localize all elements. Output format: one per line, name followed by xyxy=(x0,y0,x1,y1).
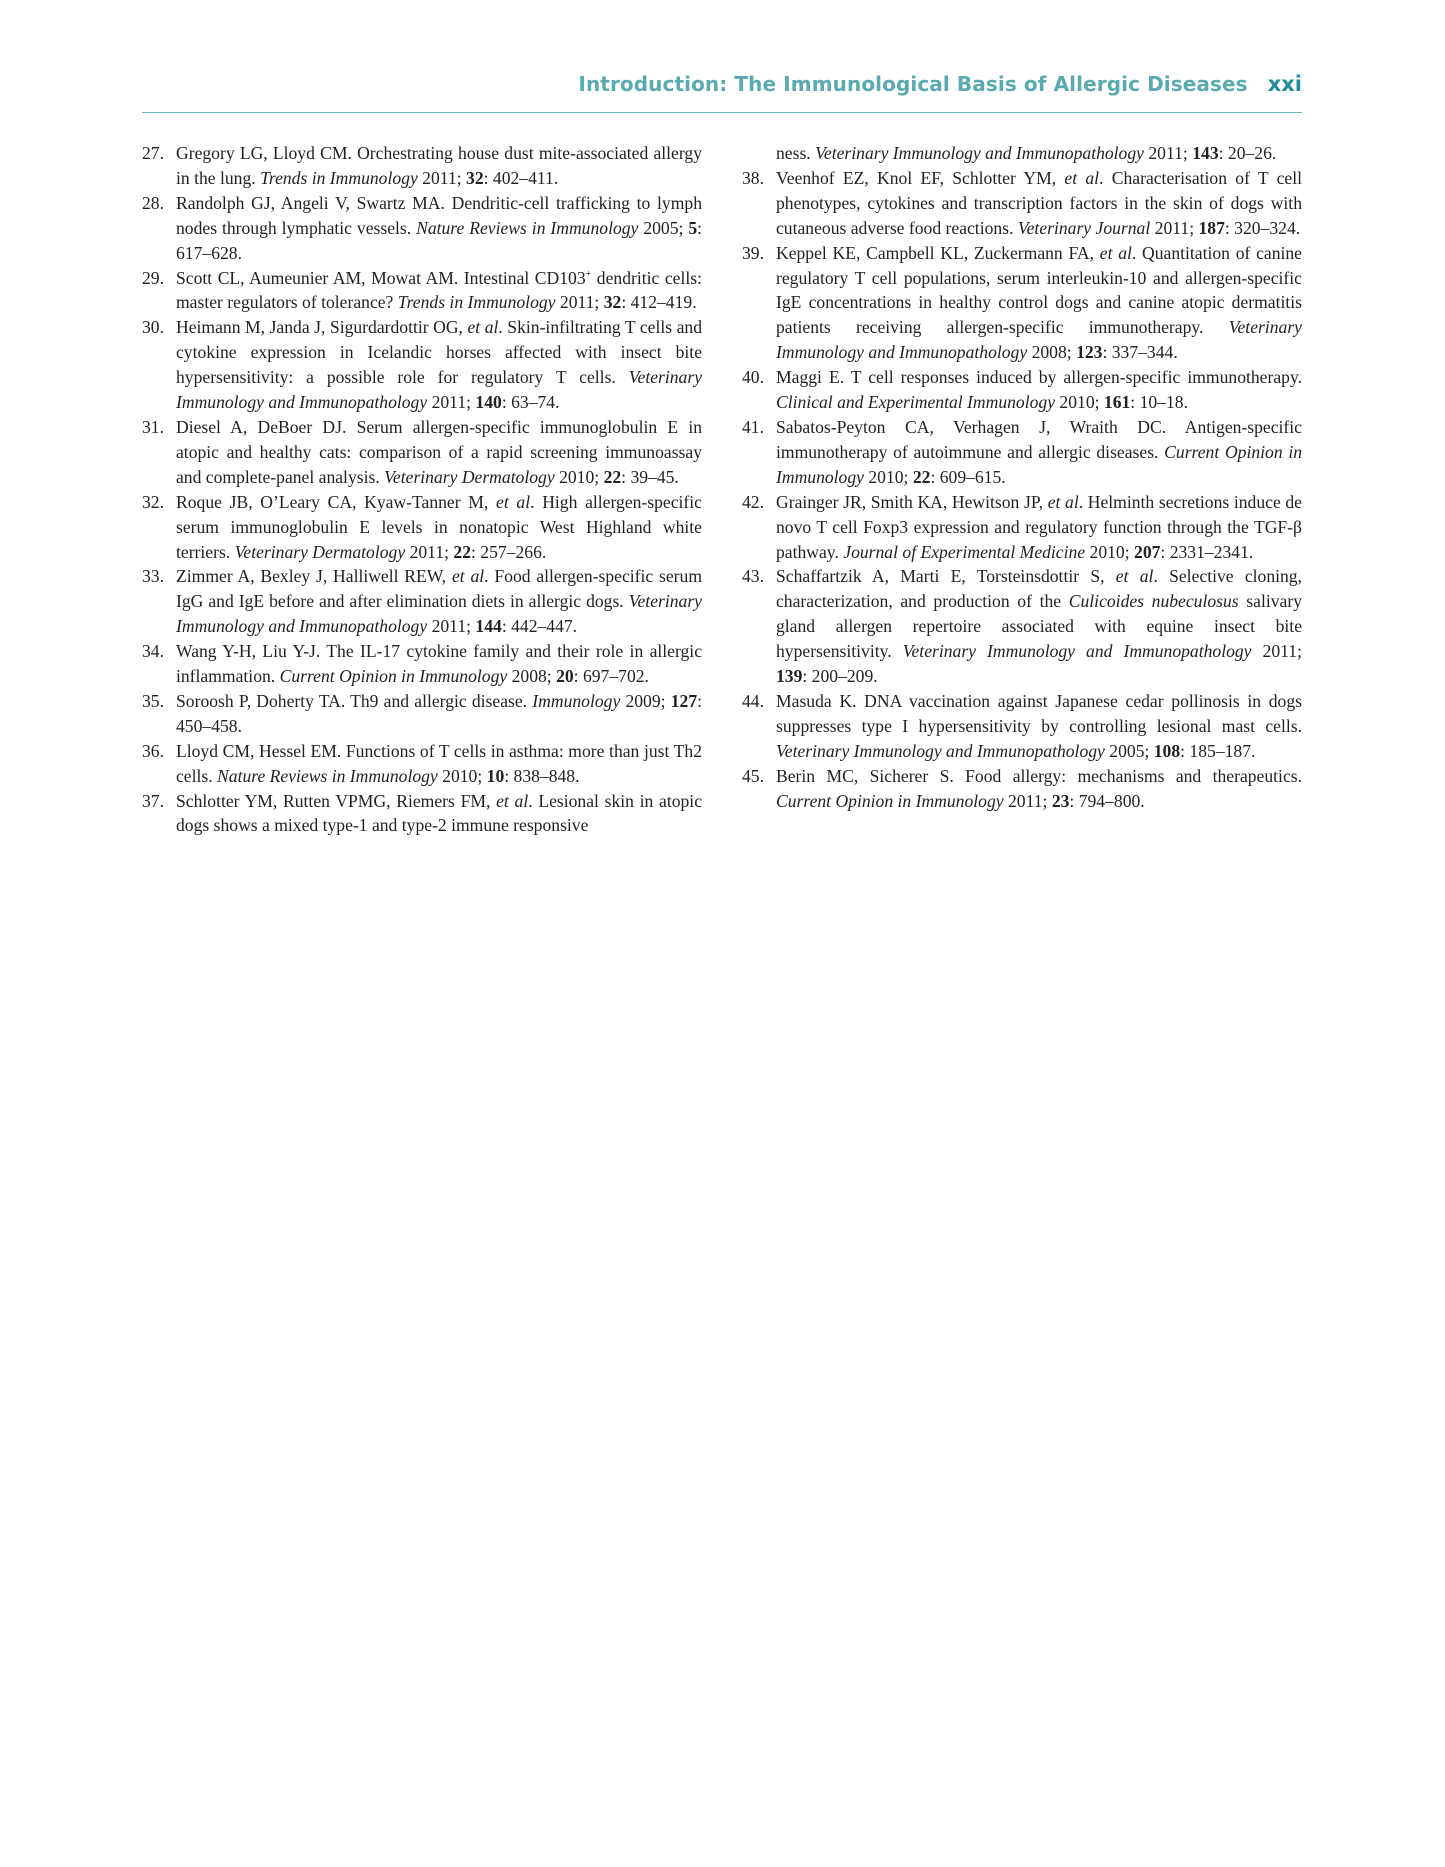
reference-27 xyxy=(142,141,702,191)
reference-number: 38. xyxy=(742,167,764,188)
reference-volume: 140 xyxy=(475,392,502,413)
reference-pages: : 63–74. xyxy=(501,392,560,413)
reference-et-al: et al xyxy=(467,317,499,338)
reference-pages: : 442–447. xyxy=(501,616,578,637)
reference-volume: 5 xyxy=(688,217,698,238)
reference-authors: Schlotter YM, Rutten VPMG, Riemers FM, xyxy=(176,790,491,811)
reference-pages: : 402–411. xyxy=(483,167,559,188)
reference-authors: Grainger JR, Smith KA, Hewitson JP, xyxy=(776,491,1044,512)
reference-34 xyxy=(142,639,702,689)
reference-title-continued: ness. xyxy=(776,143,811,163)
reference-year: 2011; xyxy=(1262,641,1302,662)
reference-authors: Masuda K. DNA vaccination against Japanese cedar pollinosis in dogs suppresses type I hypersensitivity by controlling lesional mast cells. xyxy=(776,690,1302,736)
reference-authors: Diesel A, DeBoer DJ. Serum allergen-specific immunoglobulin E in atopic and healthy cats: comparison of a rapid screening immunoassay and complete-panel analysis. xyxy=(176,416,702,487)
reference-volume: 108 xyxy=(1153,740,1181,761)
reference-year: 2011; xyxy=(1007,790,1048,811)
reference-number: 45. xyxy=(742,765,764,786)
reference-volume: 22 xyxy=(453,541,471,562)
reference-volume: 23 xyxy=(1051,790,1070,811)
reference-volume: 10 xyxy=(486,765,505,786)
reference-volume: 22 xyxy=(912,466,931,487)
reference-title-cont: salivary gland allergen repertoire associated with equine insect bite hypersensitivity. xyxy=(776,591,1303,662)
reference-43 xyxy=(742,564,1302,689)
reference-journal: Veterinary Immunology and Immunopathology xyxy=(776,740,1105,761)
reference-journal: Veterinary Immunology and Immunopathology xyxy=(176,591,702,637)
reference-journal: Veterinary Immunology and Immunopathology xyxy=(902,641,1252,662)
reference-year: 2010; xyxy=(1089,541,1130,562)
reference-40 xyxy=(742,365,1302,415)
reference-authors: Heimann M, Janda J, Sigurdardottir OG, xyxy=(176,317,463,338)
reference-number: 33. xyxy=(142,566,164,587)
reference-year: 2011; xyxy=(422,167,462,188)
reference-journal: Veterinary Immunology and Immunopathology xyxy=(176,367,703,413)
reference-number: 34. xyxy=(142,641,164,662)
reference-year: 2010; xyxy=(559,466,600,487)
reference-volume: 187 xyxy=(1198,217,1225,238)
reference-pages: : 20–26. xyxy=(1218,143,1277,163)
reference-year: 2008; xyxy=(1031,342,1072,363)
reference-authors: dendritic cells: master regulators of tolerance? xyxy=(176,267,702,313)
reference-volume: 139 xyxy=(776,666,803,687)
reference-et-al: et al xyxy=(1064,167,1100,188)
reference-31 xyxy=(142,415,702,490)
reference-37 xyxy=(142,789,702,839)
reference-journal: Trends in Immunology xyxy=(260,167,418,188)
reference-number: 44. xyxy=(742,690,764,711)
reference-volume: 143 xyxy=(1192,143,1219,163)
reference-pages: : 337–344. xyxy=(1102,342,1178,363)
reference-32 xyxy=(142,490,702,565)
reference-number: 36. xyxy=(142,740,164,761)
reference-authors: Gregory LG, Lloyd CM. Orchestrating house dust mite-associated allergy in the lung. xyxy=(176,143,702,188)
reference-volume: 127 xyxy=(670,690,698,711)
reference-number: 29. xyxy=(142,267,164,288)
reference-authors: Zimmer A, Bexley J, Halliwell REW, xyxy=(176,566,447,587)
reference-authors: Berin MC, Sicherer S. Food allergy: mechanisms and therapeutics. xyxy=(776,765,1302,786)
reference-number: 28. xyxy=(142,192,164,213)
reference-authors: Schaffartzik A, Marti E, Torsteinsdottir S, xyxy=(776,566,1105,587)
reference-35 xyxy=(142,689,702,739)
reference-year: 2010; xyxy=(442,765,483,786)
reference-33 xyxy=(142,564,702,639)
reference-et-al: et al xyxy=(496,790,529,811)
reference-number: 43. xyxy=(742,566,764,587)
reference-journal: Clinical and Experimental Immunology xyxy=(776,392,1056,413)
reference-authors: Sabatos-Peyton CA, Verhagen J, Wraith DC. Antigen-specific immunotherapy of autoimmune and allergic diseases. xyxy=(776,416,1302,462)
reference-number: 32. xyxy=(142,491,164,512)
reference-number: 35. xyxy=(142,690,164,711)
reference-year: 2011; xyxy=(409,541,449,562)
reference-title: . Quantitation of canine regulatory T cell populations, serum interleukin-10 and allergen-specific IgE concentrations in healthy control dogs and canine atopic dermatitis patients receiving allergen-specific immunotherapy. xyxy=(776,242,1302,338)
reference-year: 2011; xyxy=(431,616,472,637)
reference-44 xyxy=(742,689,1302,764)
reference-title: . Characterisation of T cell phenotypes, cytokines and transcription factors in the skin of dogs with cutaneous adverse food reactions. xyxy=(776,167,1302,238)
reference-et-al: et al xyxy=(1099,242,1132,263)
reference-36 xyxy=(142,739,702,789)
reference-37-continued xyxy=(742,141,1302,166)
reference-journal: Veterinary Dermatology xyxy=(384,466,555,487)
reference-pages: : 200–209. xyxy=(802,666,878,687)
reference-journal: Veterinary Immunology and Immunopathology xyxy=(815,143,1144,163)
reference-year: 2010; xyxy=(1059,392,1100,413)
running-header-title: Introduction: The Immunological Basis of Allergic Diseases xyxy=(578,72,1248,96)
reference-journal: Trends in Immunology xyxy=(397,292,556,313)
reference-pages: : 450–458. xyxy=(176,690,703,736)
reference-number: 31. xyxy=(142,416,164,437)
reference-29 xyxy=(142,266,702,316)
reference-year: 2009; xyxy=(625,690,666,711)
reference-number: 37. xyxy=(142,790,164,811)
reference-volume: 144 xyxy=(475,616,502,637)
reference-species: Culicoides nubeculosus xyxy=(1068,591,1239,612)
reference-journal: Journal of Experimental Medicine xyxy=(843,541,1086,562)
references-left-column xyxy=(142,141,702,838)
reference-authors: Keppel KE, Campbell KL, Zuckermann FA, xyxy=(776,242,1095,263)
reference-title: . Lesional skin in atopic dogs shows a mixed type-1 and type-2 immune responsive xyxy=(176,790,703,836)
reference-title: . Selective cloning, characterization, and production of the xyxy=(776,566,1302,612)
reference-number: 39. xyxy=(742,242,764,263)
reference-journal: Current Opinion in Immunology xyxy=(776,441,1303,487)
reference-title: . Helminth secretions induce de novo T cell Foxp3 expression and regulatory function through the TGF-β pathway. xyxy=(776,491,1302,562)
reference-title: . Food allergen-specific serum IgG and IgE before and after elimination diets in allergic dogs. xyxy=(176,566,703,612)
page-number: xxi xyxy=(1267,72,1302,96)
reference-pages: : 320–324. xyxy=(1224,217,1301,238)
reference-year: 2011; xyxy=(431,392,472,413)
reference-et-al: et al xyxy=(496,491,531,512)
reference-pages: : 412–419. xyxy=(621,292,697,313)
reference-number: 41. xyxy=(742,416,764,437)
reference-number: 40. xyxy=(742,367,764,388)
reference-journal: Veterinary Immunology and Immunopathology xyxy=(776,317,1302,363)
reference-year: 2010; xyxy=(868,466,909,487)
reference-30 xyxy=(142,315,702,415)
reference-journal: Current Opinion in Immunology xyxy=(776,790,1004,811)
reference-authors: Randolph GJ, Angeli V, Swartz MA. Dendritic-cell trafficking to lymph nodes through lymphatic vessels. xyxy=(176,192,702,238)
reference-pages: : 697–702. xyxy=(573,666,649,687)
superscript-plus: + xyxy=(585,268,592,280)
running-header xyxy=(142,72,1302,113)
reference-41 xyxy=(742,415,1302,490)
reference-pages: : 617–628. xyxy=(176,217,703,263)
reference-volume: 22 xyxy=(603,466,622,487)
reference-42 xyxy=(742,490,1302,565)
reference-authors: Lloyd CM, Hessel EM. Functions of T cells in asthma: more than just Th2 cells. xyxy=(176,740,702,786)
reference-journal: Nature Reviews in Immunology xyxy=(416,217,639,238)
reference-volume: 123 xyxy=(1076,342,1103,363)
reference-year: 2011; xyxy=(1154,217,1195,238)
reference-journal: Current Opinion in Immunology xyxy=(279,666,508,687)
reference-pages: : 2331–2341. xyxy=(1160,541,1254,562)
reference-pages: : 257–266. xyxy=(471,541,547,562)
reference-title: . High allergen-specific serum immunoglobulin E levels in nonatopic West Highland white terriers. xyxy=(176,491,702,562)
reference-title: . Skin-infiltrating T cells and cytokine expression in Icelandic horses affected with insect bite hypersensitivity: a possible role for regulatory T cells. xyxy=(176,317,702,388)
reference-et-al: et al xyxy=(1115,566,1154,587)
reference-year: 2008; xyxy=(511,666,552,687)
reference-year: 2011; xyxy=(1148,143,1188,163)
reference-year: 2005; xyxy=(643,217,684,238)
reference-journal: Nature Reviews in Immunology xyxy=(217,765,438,786)
reference-journal: Veterinary Dermatology xyxy=(234,541,406,562)
reference-authors: Wang Y-H, Liu Y-J. The IL-17 cytokine family and their role in allergic inflammation. xyxy=(176,641,702,687)
reference-pages: : 39–45. xyxy=(621,466,679,487)
reference-authors-pre: Scott CL, Aumeunier AM, Mowat AM. Intestinal CD103 xyxy=(176,267,586,288)
reference-pages: : 10–18. xyxy=(1130,392,1188,413)
reference-authors: Soroosh P, Doherty TA. Th9 and allergic disease. xyxy=(176,690,528,711)
reference-journal: Veterinary Journal xyxy=(1017,217,1151,238)
reference-authors: Maggi E. T cell responses induced by allergen-specific immunotherapy. xyxy=(776,367,1302,388)
reference-et-al: et al xyxy=(451,566,485,587)
reference-pages: : 185–187. xyxy=(1180,740,1256,761)
reference-45 xyxy=(742,764,1302,814)
reference-volume: 32 xyxy=(466,167,484,188)
reference-year: 2011; xyxy=(559,292,600,313)
reference-number: 27. xyxy=(142,143,164,163)
reference-pages: : 609–615. xyxy=(930,466,1006,487)
reference-journal: Immunology xyxy=(532,690,621,711)
reference-authors: Veenhof EZ, Knol EF, Schlotter YM, xyxy=(776,167,1057,188)
reference-28 xyxy=(142,191,702,266)
reference-volume: 207 xyxy=(1134,541,1161,562)
reference-volume: 20 xyxy=(556,666,574,687)
reference-38 xyxy=(742,166,1302,241)
reference-volume: 32 xyxy=(603,292,622,313)
references-right-column xyxy=(742,141,1302,813)
reference-pages: : 838–848. xyxy=(504,765,580,786)
reference-year: 2005; xyxy=(1109,740,1150,761)
reference-et-al: et al xyxy=(1047,491,1079,512)
reference-39 xyxy=(742,241,1302,366)
reference-pages: : 794–800. xyxy=(1069,790,1145,811)
reference-authors: Roque JB, O’Leary CA, Kyaw-Tanner M, xyxy=(176,491,489,512)
reference-number: 30. xyxy=(142,317,164,338)
reference-volume: 161 xyxy=(1103,392,1131,413)
reference-number: 42. xyxy=(742,491,764,512)
